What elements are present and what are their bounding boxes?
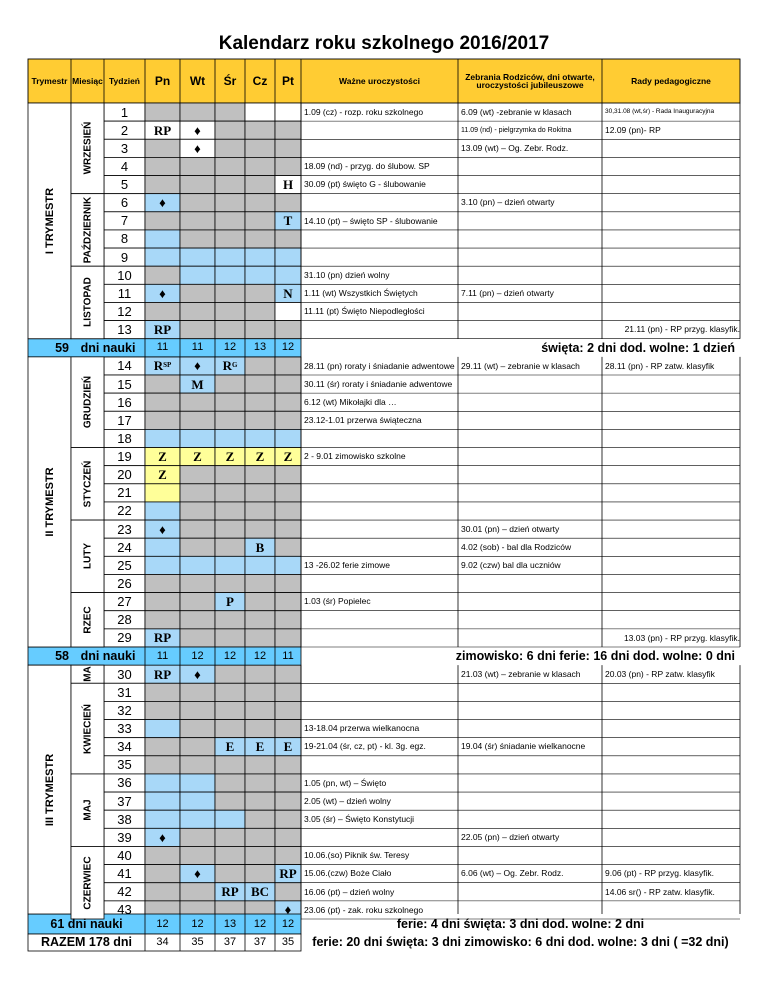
day-mark-text: RP (153, 630, 172, 646)
week-number: 29 (117, 630, 132, 646)
day-mark (145, 448, 180, 466)
day-mark (145, 629, 180, 647)
day-mark (180, 865, 215, 883)
week-number: 12 (117, 304, 132, 320)
week-number: 43 (117, 902, 132, 918)
week-number: 5 (120, 177, 129, 193)
header-day-4: Pt (282, 74, 294, 88)
day-mark-text: N (283, 285, 293, 301)
event-text: 30,31.08 (wt,śr) - Rada Inauguracyjna (605, 107, 715, 115)
summary-day-2-1: 12 (191, 917, 204, 930)
summary-day-2-3: 12 (253, 917, 267, 930)
week-number: 17 (117, 412, 132, 428)
week-number: 6 (120, 195, 129, 211)
summary-day-1-4: 11 (282, 649, 294, 662)
trimester-label: III TRYMESTR (43, 753, 56, 826)
day-mark-text: ♦ (194, 358, 201, 374)
trimester-label: II TRYMESTR (43, 467, 56, 537)
day-mark (275, 901, 301, 919)
summary-label-2: 61 dni nauki (50, 916, 123, 931)
event-text: 14.10 (pt) – święto SP - ślubowanie (304, 215, 438, 226)
week-number: 13 (117, 322, 132, 338)
week-number: 19 (117, 449, 132, 465)
summary-day-1-2: 12 (223, 649, 237, 662)
summary-label-0: dni nauki (80, 340, 136, 355)
day-mark-text: ♦ (194, 866, 201, 882)
event-text: 29.11 (wt) – zebranie w klasach (461, 360, 580, 371)
week-number: 40 (117, 848, 132, 864)
week-number: 39 (117, 829, 132, 845)
event-text: 6.09 (wt) -zebranie w klasach (461, 106, 572, 117)
day-mark-text: ♦ (159, 521, 166, 537)
event-text: 1.09 (cz) - rozp. roku szkolnego (304, 106, 424, 117)
month-label: WRZESIEŃ (82, 121, 93, 175)
day-mark-text: R (153, 358, 164, 374)
week-number: 24 (117, 539, 132, 555)
header-miesiac: Miesiąc (72, 75, 103, 86)
day-mark (145, 284, 180, 302)
event-text: 6.12 (wt) Mikołajki dla … (304, 396, 397, 407)
event-text: 21.03 (wt) – zebranie w klasach (461, 668, 581, 679)
day-mark-text: RP (153, 122, 172, 138)
week-number: 35 (117, 757, 132, 773)
week-number: 11 (117, 285, 132, 301)
week-number: 18 (117, 430, 132, 446)
total-day-2: 37 (223, 936, 237, 948)
day-mark-sub: G (231, 361, 238, 370)
total-day-4: 35 (281, 936, 295, 948)
day-mark-text: B (255, 539, 265, 555)
week-number: 15 (117, 376, 132, 392)
month-label: RZEC (82, 606, 93, 634)
total-label: RAZEM 178 dni (41, 935, 132, 950)
summary-day-2-2: 13 (223, 917, 237, 930)
day-mark-sub: SP (163, 361, 172, 370)
day-mark (275, 448, 301, 466)
event-text: 30.11 (śr) roraty i śniadanie adwentowe (304, 378, 453, 389)
event-text: 13.09 (wt) – Og. Zebr. Rodz. (461, 143, 569, 154)
day-mark-text: RP (221, 884, 239, 900)
day-mark (145, 665, 180, 683)
day-mark-text: ♦ (194, 122, 201, 138)
summary-day-1-3: 12 (253, 649, 267, 662)
summary-num-1: 58 (55, 648, 69, 663)
day-mark-text: E (255, 739, 265, 755)
week-number: 10 (117, 267, 132, 283)
week-number: 3 (120, 140, 129, 156)
total-day-0: 34 (156, 936, 169, 948)
day-mark (215, 738, 245, 756)
month-label: PAŹDZIERNIK (82, 196, 93, 264)
day-mark (145, 828, 180, 846)
week-number: 34 (117, 739, 132, 755)
day-mark-text: M (191, 376, 204, 392)
week-number: 23 (117, 521, 132, 537)
summary-day-1-0: 11 (156, 649, 169, 662)
day-mark-text: P (226, 594, 234, 610)
week-number: 4 (120, 158, 129, 174)
day-mark (180, 121, 215, 139)
week-number: 42 (117, 884, 132, 900)
event-text: 12.09 (pn)- RP (605, 124, 661, 135)
event-text: 13-18.04 przerwa wielkanocna (304, 723, 420, 734)
event-text: 19-21.04 (śr, cz, pt) - kl. 3g. egz. (304, 741, 426, 752)
week-number: 8 (120, 231, 129, 247)
day-mark-text: Z (158, 449, 167, 465)
event-text: 2 - 9.01 zimowisko szkolne (304, 451, 406, 462)
month-label: CZERWIEC (82, 856, 93, 910)
summary-day-0-1: 11 (191, 341, 204, 354)
header-trymestr: Trymestr (31, 75, 68, 86)
week-number: 38 (117, 811, 132, 827)
day-mark (215, 593, 245, 611)
week-number: 37 (117, 793, 132, 809)
summary-day-2-0: 12 (156, 917, 169, 930)
event-text: 9.02 (czw) bal dla uczniów (461, 560, 561, 571)
day-mark (245, 738, 275, 756)
week-number: 30 (117, 666, 132, 682)
event-text: 23.06 (pt) - zak. roku szkolnego (304, 904, 424, 915)
event-text: 28.11 (pn) - RP zatw. klasyfik (605, 360, 715, 371)
event-text: 4.02 (sob) - bal dla Rodziców (461, 542, 572, 552)
day-mark (215, 448, 245, 466)
day-mark (145, 321, 180, 339)
week-number: 21 (117, 485, 132, 501)
summary-day-0-2: 12 (223, 341, 237, 354)
trimester-label: I TRYMESTR (43, 187, 56, 254)
day-mark-text: ♦ (284, 902, 292, 918)
week-number: 22 (117, 503, 132, 519)
event-text: 30.01 (pn) – dzień otwarty (461, 523, 560, 534)
day-mark (245, 883, 275, 901)
extra-note: 21.11 (pn) - RP przyg. klasyfik. (624, 324, 740, 335)
week-number: 27 (117, 594, 132, 610)
day-mark-text: ♦ (159, 195, 166, 211)
day-mark-text: E (283, 739, 293, 755)
total-day-1: 35 (191, 936, 204, 948)
total-day-3: 37 (253, 936, 267, 948)
day-mark (215, 357, 245, 375)
day-mark-text: BC (250, 884, 270, 900)
event-text: 14.06 sr() - RP zatw. klasyfik. (605, 886, 715, 897)
month-label: GRUDZIEŃ (82, 376, 93, 429)
day-mark (245, 538, 275, 556)
week-number: 9 (120, 249, 129, 265)
event-text: 2.05 (wt) – dzień wolny (304, 795, 391, 806)
event-text: 20.03 (pn) - RP zatw. klasyfik (605, 668, 715, 679)
day-mark (145, 121, 180, 139)
day-mark-text: Z (225, 449, 235, 465)
event-text: 1.05 (pn, wt) – Święto (304, 777, 387, 788)
day-mark (180, 448, 215, 466)
day-mark (180, 357, 215, 375)
day-mark (145, 194, 180, 212)
day-mark-text: Z (193, 449, 202, 465)
month-label: LISTOPAD (82, 277, 93, 328)
summary-day-2-4: 12 (281, 917, 295, 930)
day-mark (275, 176, 301, 194)
day-mark (245, 448, 275, 466)
day-mark-text: Z (283, 449, 293, 465)
month-label: KWIECIEŃ (82, 703, 93, 754)
day-mark (145, 466, 180, 484)
event-text: 31.10 (pn) dzień wolny (304, 270, 390, 280)
day-mark-text: RP (153, 322, 172, 338)
week-number: 36 (117, 775, 132, 791)
event-text: 10.06.(so) Piknik św. Teresy (304, 850, 410, 861)
event-text: 11.11 (pt) Święto Niepodległości (304, 306, 425, 317)
event-text: 23.12-1.01 przerwa świąteczna (304, 415, 422, 426)
week-number: 16 (117, 394, 132, 410)
day-mark (180, 375, 215, 393)
summary-day-0-3: 13 (253, 341, 267, 354)
header-day-1: Wt (189, 74, 206, 88)
summary-day-0-0: 11 (156, 341, 169, 354)
summary-num-0: 59 (55, 340, 69, 355)
summary-text-2: ferie: 4 dni święta: 3 dni dod. wolne: 2 dni (396, 916, 645, 931)
total-text: ferie: 20 dni święta: 3 dni zimowisko: 6 dni dod. wolne: 3 dni ( =32 dni) (312, 935, 729, 950)
day-mark (275, 212, 301, 230)
event-text: 30.09 (pt) święto G - ślubowanie (304, 179, 426, 190)
header-tydzien: Tydzień (108, 75, 140, 86)
month-label: LUTY (82, 543, 93, 570)
event-text: 15.06.(czw) Boże Ciało (304, 868, 392, 879)
day-mark-text: Z (255, 449, 265, 465)
header-zebrania: Zebrania Rodziców, dni otwarte, uroczystości jubileuszowe (465, 71, 595, 90)
event-text: 1.03 (śr) Popielec (304, 596, 371, 607)
summary-label-1: dni nauki (80, 648, 136, 663)
day-mark-text: R (222, 358, 232, 374)
week-number: 32 (117, 702, 132, 718)
summary-text-1: zimowisko: 6 dni ferie: 16 dni dod. wolne: 0 dni (455, 648, 735, 663)
day-mark (180, 665, 215, 683)
event-text: 28.11 (pn) roraty i śniadanie adwentowe (304, 360, 455, 371)
day-mark (180, 139, 215, 157)
week-number: 41 (117, 866, 132, 882)
event-text: 11.09 (nd) - pielgrzymka do Rokitna (461, 126, 572, 134)
header-rady: Rady pedagogiczne (631, 75, 711, 86)
event-text: 19.04 (śr) śniadanie wielkanocne (461, 741, 586, 752)
day-mark-text: RP (279, 866, 297, 882)
extra-note: 13.03 (pn) - RP przyg. klasyfik. (623, 632, 740, 643)
day-mark (215, 883, 245, 901)
event-text: 13 -26.02 ferie zimowe (304, 560, 390, 571)
header-day-2: Śr (223, 74, 237, 88)
week-number: 28 (117, 612, 132, 628)
week-number: 1 (120, 104, 129, 120)
summary-text-0: święta: 2 dni dod. wolne: 1 dzień (541, 340, 735, 355)
event-text: 9.06 (pt) - RP przyg. klasyfik. (605, 868, 714, 879)
page-title: Kalendarz roku szkolnego 2016/2017 (218, 33, 550, 54)
month-label: STYCZEŃ (82, 460, 93, 508)
day-mark-text: RP (153, 666, 172, 682)
day-mark-text: E (225, 739, 235, 755)
day-mark (145, 520, 180, 538)
summary-day-1-1: 12 (191, 649, 204, 662)
day-mark-text: ♦ (159, 285, 166, 301)
day-mark-text: H (282, 177, 294, 193)
day-mark-text: ♦ (159, 829, 166, 845)
month-label: MA (82, 666, 93, 682)
day-mark (275, 284, 301, 302)
week-number: 26 (117, 576, 132, 592)
day-mark (145, 357, 180, 375)
event-text: 18.09 (nd) - przyg. do ślubow. SP (304, 161, 430, 172)
header-day-0: Pn (154, 74, 171, 88)
event-text: 3.05 (śr) – Święto Konstytucji (304, 814, 415, 824)
day-mark-text: Z (158, 467, 167, 483)
week-number: 33 (117, 721, 132, 737)
month-label: MAJ (82, 799, 93, 821)
day-mark-text: ♦ (194, 140, 201, 156)
event-text: 22.05 (pn) – dzień otwarty (461, 832, 560, 843)
event-text: 16.06 (pt) – dzień wolny (304, 886, 395, 897)
week-number: 2 (120, 122, 129, 138)
day-mark (275, 865, 301, 883)
event-text: 7.11 (pn) – dzień otwarty (461, 288, 554, 299)
event-text: 6.06 (wt) – Og. Zebr. Rodz. (461, 868, 564, 879)
day-mark-text: T (283, 213, 293, 229)
week-number: 7 (120, 213, 129, 229)
summary-day-0-4: 12 (281, 341, 295, 354)
week-number: 20 (117, 467, 132, 483)
week-number: 31 (117, 684, 132, 700)
event-text: 1.11 (wt) Wszystkich Świętych (304, 288, 418, 299)
week-number: 14 (117, 358, 132, 374)
header-day-3: Cz (252, 74, 268, 88)
week-number: 25 (117, 557, 132, 573)
day-mark-text: ♦ (194, 666, 201, 682)
day-mark (275, 738, 301, 756)
event-text: 3.10 (pn) – dzień otwarty (461, 197, 555, 208)
header-wazne: Ważne uroczystości (339, 75, 420, 86)
